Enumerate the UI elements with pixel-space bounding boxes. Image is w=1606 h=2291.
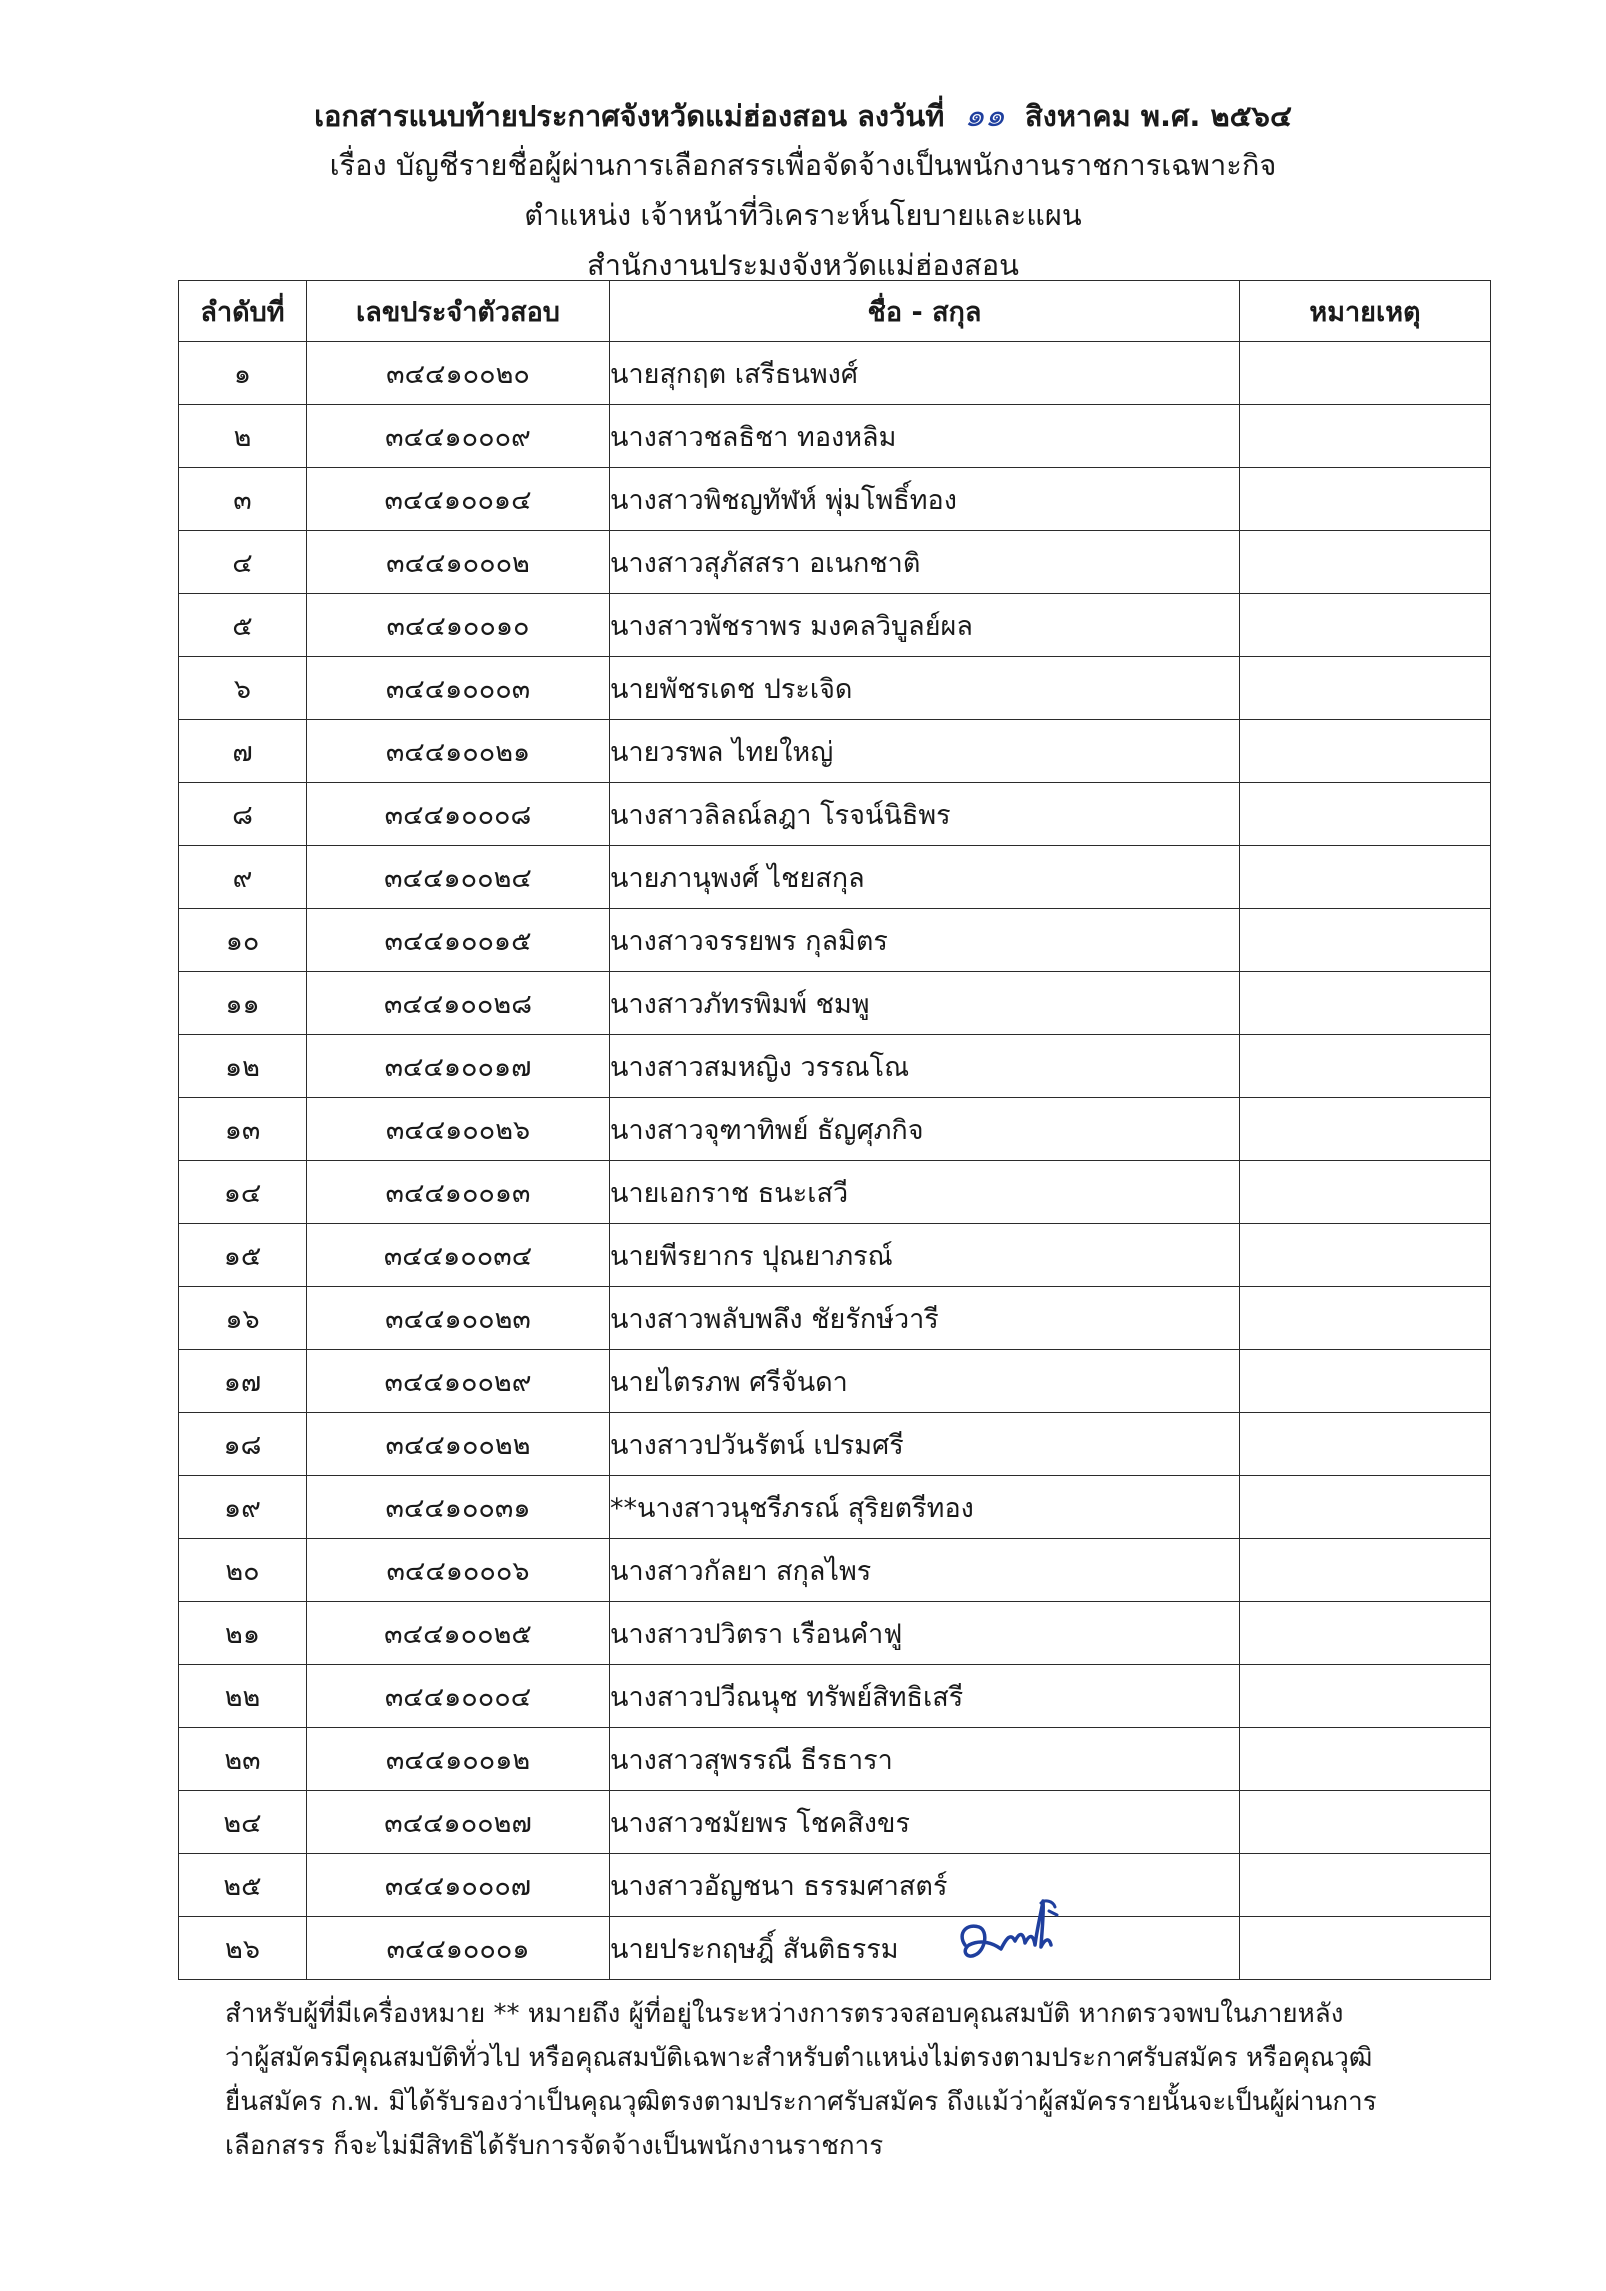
column-header-exam-id: เลขประจำตัวสอบ bbox=[307, 281, 610, 342]
exam-id-cell: ๓๔๔๑๐๐๑๒ bbox=[307, 1728, 610, 1791]
exam-id-cell: ๓๔๔๑๐๐๒๓ bbox=[307, 1287, 610, 1350]
candidate-name-cell: นางสาวชลธิชา ทองหลิม bbox=[610, 405, 1240, 468]
candidate-name-cell: นางสาวกัลยา สกุลไพร bbox=[610, 1539, 1240, 1602]
row-number-cell: ๒ bbox=[179, 405, 307, 468]
row-number-cell: ๑๑ bbox=[179, 972, 307, 1035]
row-number-cell: ๔ bbox=[179, 531, 307, 594]
row-number-cell: ๑๓ bbox=[179, 1098, 307, 1161]
header-office-line: สำนักงานประมงจังหวัดแม่ฮ่องสอน bbox=[587, 248, 1019, 282]
candidate-name-cell: นายประกฤษฎิ์ สันติธรรม bbox=[610, 1917, 1240, 1980]
table-row bbox=[179, 1665, 1491, 1728]
note-cell bbox=[1240, 1224, 1491, 1287]
column-header-no: ลำดับที่ bbox=[179, 281, 307, 342]
candidate-name-cell: นายภานุพงศ์ ไชยสกุล bbox=[610, 846, 1240, 909]
row-number-cell: ๑๗ bbox=[179, 1350, 307, 1413]
exam-id-cell: ๓๔๔๑๐๐๐๑ bbox=[307, 1917, 610, 1980]
exam-id-cell: ๓๔๔๑๐๐๑๗ bbox=[307, 1035, 610, 1098]
note-cell bbox=[1240, 531, 1491, 594]
table-row bbox=[179, 1917, 1491, 1980]
table-row bbox=[179, 1224, 1491, 1287]
row-number-cell: ๒๑ bbox=[179, 1602, 307, 1665]
table-row bbox=[179, 1350, 1491, 1413]
note-cell bbox=[1240, 1539, 1491, 1602]
note-cell bbox=[1240, 657, 1491, 720]
row-number-cell: ๑๖ bbox=[179, 1287, 307, 1350]
exam-id-cell: ๓๔๔๑๐๐๒๙ bbox=[307, 1350, 610, 1413]
candidate-name-cell: นางสาวลิลณ์ลฎา โรจน์นิธิพร bbox=[610, 783, 1240, 846]
exam-id-cell: ๓๔๔๑๐๐๒๔ bbox=[307, 846, 610, 909]
table-row bbox=[179, 531, 1491, 594]
row-number-cell: ๓ bbox=[179, 468, 307, 531]
note-cell bbox=[1240, 1665, 1491, 1728]
header-handwritten-day: ๑๑ bbox=[964, 96, 1005, 134]
exam-id-cell: ๓๔๔๑๐๐๑๔ bbox=[307, 468, 610, 531]
signature-icon bbox=[945, 1893, 1085, 1973]
exam-id-cell: ๓๔๔๑๐๐๐๓ bbox=[307, 657, 610, 720]
candidate-name-cell: นางสาวปวีณนุช ทรัพย์สิทธิเสรี bbox=[610, 1665, 1240, 1728]
row-number-cell: ๒๓ bbox=[179, 1728, 307, 1791]
exam-id-cell: ๓๔๔๑๐๐๐๙ bbox=[307, 405, 610, 468]
candidate-name-cell: **นางสาวนุชรีภรณ์ สุริยตรีทอง bbox=[610, 1476, 1240, 1539]
candidate-name-cell: นางสาวชมัยพร โชคสิงขร bbox=[610, 1791, 1240, 1854]
footnote bbox=[225, 1992, 1445, 2168]
footnote-line-1: สำหรับผู้ที่มีเครื่องหมาย ** หมายถึง ผู้ที่อยู่ในระหว่างการตรวจสอบคุณสมบัติ หากตรวจพบในภายหลัง bbox=[225, 1999, 1344, 2029]
table-row bbox=[179, 972, 1491, 1035]
table-row bbox=[179, 1728, 1491, 1791]
table-row bbox=[179, 468, 1491, 531]
table-row bbox=[179, 657, 1491, 720]
column-header-note: หมายเหตุ bbox=[1240, 281, 1491, 342]
table-row bbox=[179, 1413, 1491, 1476]
note-cell bbox=[1240, 783, 1491, 846]
row-number-cell: ๑ bbox=[179, 342, 307, 405]
note-cell bbox=[1240, 1350, 1491, 1413]
table-row bbox=[179, 846, 1491, 909]
candidate-name-cell: นายเอกราช ธนะเสวี bbox=[610, 1161, 1240, 1224]
document-header bbox=[0, 90, 1606, 290]
candidate-name-cell: นายวรพล ไทยใหญ่ bbox=[610, 720, 1240, 783]
header-title-suffix: สิงหาคม พ.ศ. ๒๕๖๔ bbox=[1024, 99, 1292, 133]
exam-id-cell: ๓๔๔๑๐๐๓๔ bbox=[307, 1224, 610, 1287]
row-number-cell: ๒๐ bbox=[179, 1539, 307, 1602]
candidate-name-cell: นางสาวจรรยพร กุลมิตร bbox=[610, 909, 1240, 972]
note-cell bbox=[1240, 1476, 1491, 1539]
exam-id-cell: ๓๔๔๑๐๐๐๖ bbox=[307, 1539, 610, 1602]
note-cell bbox=[1240, 1602, 1491, 1665]
table-row bbox=[179, 594, 1491, 657]
candidate-name-cell: นางสาวพัชราพร มงคลวิบูลย์ผล bbox=[610, 594, 1240, 657]
exam-id-cell: ๓๔๔๑๐๐๐๗ bbox=[307, 1854, 610, 1917]
note-cell bbox=[1240, 846, 1491, 909]
table-row bbox=[179, 1854, 1491, 1917]
row-number-cell: ๖ bbox=[179, 657, 307, 720]
table-row bbox=[179, 1602, 1491, 1665]
row-number-cell: ๑๐ bbox=[179, 909, 307, 972]
row-number-cell: ๑๙ bbox=[179, 1476, 307, 1539]
exam-id-cell: ๓๔๔๑๐๐๒๖ bbox=[307, 1098, 610, 1161]
candidate-name-cell: นางสาวสุภัสสรา อเนกชาติ bbox=[610, 531, 1240, 594]
candidate-name-cell: นางสาวภัทรพิมพ์ ชมพู bbox=[610, 972, 1240, 1035]
exam-id-cell: ๓๔๔๑๐๐๐๘ bbox=[307, 783, 610, 846]
exam-id-cell: ๓๔๔๑๐๐๒๘ bbox=[307, 972, 610, 1035]
candidate-name-cell: นายพัชรเดช ประเจิด bbox=[610, 657, 1240, 720]
row-number-cell: ๑๕ bbox=[179, 1224, 307, 1287]
candidate-table bbox=[178, 280, 1491, 1980]
table-row bbox=[179, 1035, 1491, 1098]
row-number-cell: ๘ bbox=[179, 783, 307, 846]
exam-id-cell: ๓๔๔๑๐๐๒๕ bbox=[307, 1602, 610, 1665]
exam-id-cell: ๓๔๔๑๐๐๑๐ bbox=[307, 594, 610, 657]
note-cell bbox=[1240, 1791, 1491, 1854]
table-header-row bbox=[179, 281, 1491, 342]
note-cell bbox=[1240, 1854, 1491, 1917]
note-cell bbox=[1240, 972, 1491, 1035]
column-header-name: ชื่อ - สกุล bbox=[610, 281, 1240, 342]
exam-id-cell: ๓๔๔๑๐๐๒๑ bbox=[307, 720, 610, 783]
note-cell bbox=[1240, 594, 1491, 657]
note-cell bbox=[1240, 342, 1491, 405]
note-cell bbox=[1240, 405, 1491, 468]
row-number-cell: ๑๔ bbox=[179, 1161, 307, 1224]
row-number-cell: ๒๖ bbox=[179, 1917, 307, 1980]
table-row bbox=[179, 783, 1491, 846]
table-body bbox=[179, 342, 1491, 1980]
note-cell bbox=[1240, 1917, 1491, 1980]
row-number-cell: ๒๒ bbox=[179, 1665, 307, 1728]
exam-id-cell: ๓๔๔๑๐๐๒๒ bbox=[307, 1413, 610, 1476]
header-position-line: ตำแหน่ง เจ้าหน้าที่วิเคราะห์นโยบายและแผน bbox=[524, 198, 1082, 232]
table-row bbox=[179, 1098, 1491, 1161]
note-cell bbox=[1240, 1413, 1491, 1476]
candidate-name-cell: นางสาวปวันรัตน์ เปรมศรี bbox=[610, 1413, 1240, 1476]
note-cell bbox=[1240, 1728, 1491, 1791]
exam-id-cell: ๓๔๔๑๐๐๓๑ bbox=[307, 1476, 610, 1539]
footnote-line-4: เลือกสรร ก็จะไม่มีสิทธิได้รับการจัดจ้างเป็นพนักงานราชการ bbox=[225, 2131, 884, 2161]
candidate-name-cell: นางสาวสุพรรณี ธีรธารา bbox=[610, 1728, 1240, 1791]
row-number-cell: ๒๕ bbox=[179, 1854, 307, 1917]
candidate-name-cell: นางสาวพิชญทัฬห์ พุ่มโพธิ์ทอง bbox=[610, 468, 1240, 531]
row-number-cell: ๗ bbox=[179, 720, 307, 783]
note-cell bbox=[1240, 1098, 1491, 1161]
exam-id-cell: ๓๔๔๑๐๐๒๗ bbox=[307, 1791, 610, 1854]
note-cell bbox=[1240, 720, 1491, 783]
row-number-cell: ๕ bbox=[179, 594, 307, 657]
exam-id-cell: ๓๔๔๑๐๐๐๔ bbox=[307, 1665, 610, 1728]
candidate-name-cell: นางสาวปวิตรา เรือนคำฟู bbox=[610, 1602, 1240, 1665]
candidate-name-cell: นายไตรภพ ศรีจันดา bbox=[610, 1350, 1240, 1413]
table-row bbox=[179, 405, 1491, 468]
table-row bbox=[179, 1287, 1491, 1350]
table-row bbox=[179, 342, 1491, 405]
note-cell bbox=[1240, 1287, 1491, 1350]
table-row bbox=[179, 1791, 1491, 1854]
note-cell bbox=[1240, 1161, 1491, 1224]
exam-id-cell: ๓๔๔๑๐๐๑๕ bbox=[307, 909, 610, 972]
exam-id-cell: ๓๔๔๑๐๐๑๓ bbox=[307, 1161, 610, 1224]
header-title-line bbox=[0, 90, 1606, 140]
table-row bbox=[179, 909, 1491, 972]
candidate-name-cell: นางสาวสมหญิง วรรณโณ bbox=[610, 1035, 1240, 1098]
header-subject-line: เรื่อง บัญชีรายชื่อผู้ผ่านการเลือกสรรเพื่อจัดจ้างเป็นพนักงานราชการเฉพาะกิจ bbox=[329, 148, 1277, 182]
table-row bbox=[179, 1476, 1491, 1539]
table-row bbox=[179, 1539, 1491, 1602]
note-cell bbox=[1240, 1035, 1491, 1098]
candidate-name-cell: นางสาวอัญชนา ธรรมศาสตร์ bbox=[610, 1854, 1240, 1917]
candidate-name-cell: นายสุกฤต เสรีธนพงศ์ bbox=[610, 342, 1240, 405]
row-number-cell: ๙ bbox=[179, 846, 307, 909]
table-row bbox=[179, 1161, 1491, 1224]
exam-id-cell: ๓๔๔๑๐๐๐๒ bbox=[307, 531, 610, 594]
candidate-name-cell: นางสาวพลับพลึง ชัยรักษ์วารี bbox=[610, 1287, 1240, 1350]
footnote-line-3: ยื่นสมัคร ก.พ. มิได้รับรองว่าเป็นคุณวุฒิตรงตามประกาศรับสมัคร ถึงแม้ว่าผู้สมัครรายนั้นจะเป็นผู้ผ่านการ bbox=[225, 2087, 1377, 2117]
header-title-prefix: เอกสารแนบท้ายประกาศจังหวัดแม่ฮ่องสอน ลงวันที่ bbox=[314, 99, 945, 133]
footnote-line-2: ว่าผู้สมัครมีคุณสมบัติทั่วไป หรือคุณสมบัติเฉพาะสำหรับตำแหน่งไม่ตรงตามประกาศรับสมัคร หรือคุณวุฒิ bbox=[225, 2043, 1373, 2073]
table-row bbox=[179, 720, 1491, 783]
note-cell bbox=[1240, 468, 1491, 531]
candidate-name-cell: นายพีรยากร ปุณยาภรณ์ bbox=[610, 1224, 1240, 1287]
note-cell bbox=[1240, 909, 1491, 972]
row-number-cell: ๒๔ bbox=[179, 1791, 307, 1854]
row-number-cell: ๑๘ bbox=[179, 1413, 307, 1476]
row-number-cell: ๑๒ bbox=[179, 1035, 307, 1098]
candidate-name-cell: นางสาวจุฑาทิพย์ ธัญศุภกิจ bbox=[610, 1098, 1240, 1161]
exam-id-cell: ๓๔๔๑๐๐๒๐ bbox=[307, 342, 610, 405]
